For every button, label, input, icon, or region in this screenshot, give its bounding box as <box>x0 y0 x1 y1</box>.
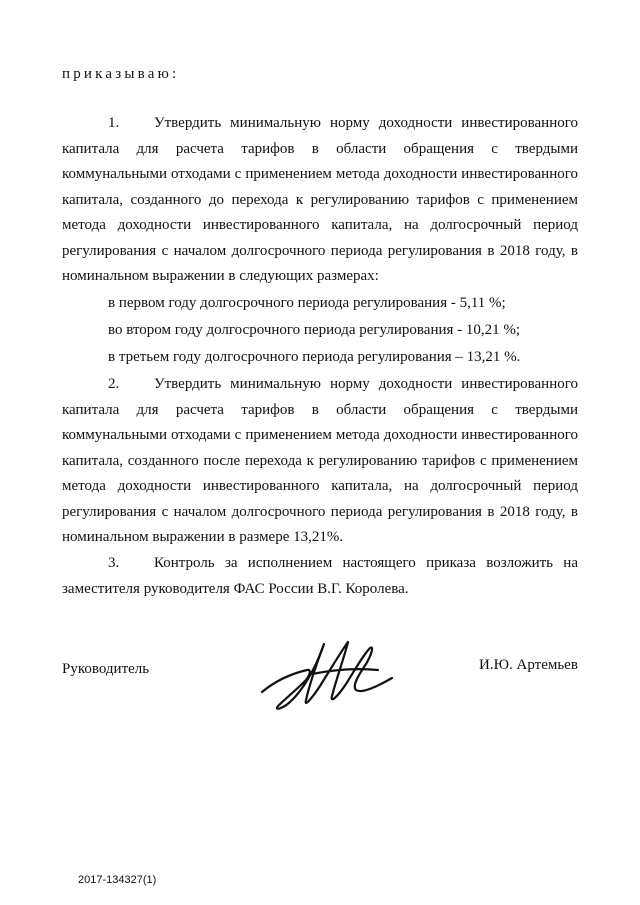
rate-year-1: в первом году долгосрочного периода регулирования - 5,11 %; <box>108 295 506 311</box>
document-id: 2017-134327(1) <box>78 874 157 886</box>
order-item-3-number: 3. <box>108 555 120 571</box>
order-item-3 <box>62 551 578 602</box>
signatory-title: Руководитель <box>62 661 150 677</box>
order-item-1-text: Утвердить минимальную норму доходности инвестированного капитала для расчета тарифов в области обращения с твердыми коммунальными отходами с применением метода доходности инвестированного капитала, созданного до перехода к регулированию тарифов с применением метода доходности инвестированного капитала, на долгосрочный период регулирования с началом долгосрочного периода регулирования в 2018 году, в номинальном выражении в следующих размерах: <box>62 115 578 284</box>
signature-icon <box>252 630 412 720</box>
order-item-2 <box>62 372 578 551</box>
rate-year-3: в третьем году долгосрочного периода регулирования – 13,21 %. <box>108 349 521 365</box>
rates-list <box>108 290 520 371</box>
order-item-1-number: 1. <box>108 115 120 131</box>
order-item-3-text: Контроль за исполнением настоящего приказа возложить на заместителя руководителя ФАС России В.Г. Королева. <box>62 555 578 597</box>
signatory-name: И.Ю. Артемьев <box>479 657 578 673</box>
order-item-2-text: Утвердить минимальную норму доходности инвестированного капитала для расчета тарифов в области обращения с твердыми коммунальными отходами с применением метода доходности инвестированного капитала, созданного после перехода к регулированию тарифов с применением метода доходности инвестированного капитала, на долгосрочный период регулирования с началом долгосрочного периода регулирования в 2018 году, в номинальном выражении в размере 13,21%. <box>62 376 578 545</box>
rate-year-2: во втором году долгосрочного периода регулирования - 10,21 %; <box>108 322 521 338</box>
order-item-2-number: 2. <box>108 376 120 392</box>
order-item-1 <box>62 111 578 290</box>
order-intro: приказываю: <box>62 66 180 82</box>
